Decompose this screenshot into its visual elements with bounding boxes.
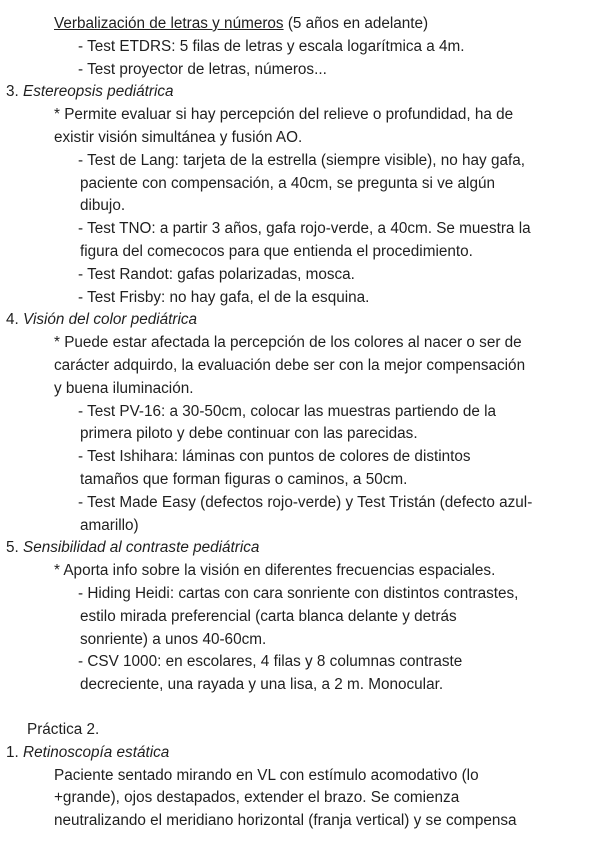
section-number: 3. — [6, 83, 24, 101]
section-number: 4. — [6, 311, 24, 329]
bullet-continuation: tamaños que forman figuras o caminos, a 50cm. — [80, 470, 408, 488]
text-line — [0, 13, 600, 36]
bullet-item: - Test ETDRS: 5 filas de letras y escala logarítmica a 4m. — [78, 37, 465, 55]
note-line: * Puede estar afectada la percepción de los colores al nacer o ser de — [54, 334, 522, 352]
bullet-item: - Hiding Heidi: cartas con cara sonriente con distintos contrastes, — [78, 584, 519, 602]
section-title: Estereopsis pediátrica — [23, 83, 174, 101]
text-span: (5 años en adelante) — [283, 15, 429, 32]
bullet-continuation: dibujo. — [80, 197, 126, 215]
section-number: 5. — [6, 539, 24, 557]
practice-heading: Práctica 2. — [27, 720, 100, 738]
paragraph-line: +grande), ojos destapados, extender el brazo. Se comienza — [54, 789, 460, 807]
spacer — [0, 697, 600, 719]
bullet-item: - Test de Lang: tarjeta de la estrella (siempre visible), no hay gafa, — [78, 151, 525, 169]
bullet-item: - Test PV-16: a 30-50cm, colocar las muestras partiendo de la — [78, 402, 497, 420]
bullet-item: - Test Ishihara: láminas con puntos de colores de distintos — [78, 448, 471, 466]
bullet-continuation: figura del comecocos para que entienda el procedimiento. — [80, 242, 473, 260]
bullet-continuation: paciente con compensación, a 40cm, se pregunta si ve algún — [80, 174, 495, 192]
note-line: * Permite evaluar si hay percepción del relieve o profundidad, ha de — [54, 106, 514, 124]
bullet-item: - Test Made Easy (defectos rojo-verde) y Test Tristán (defecto azul- — [78, 493, 533, 511]
document-page — [0, 13, 600, 833]
note-line: y buena iluminación. — [54, 379, 194, 397]
section-number: 1. — [6, 743, 24, 761]
underlined-subheading: Verbalización de letras y números — [54, 15, 284, 32]
section-title: Sensibilidad al contraste pediátrica — [23, 539, 260, 557]
bullet-continuation: estilo mirada preferencial (carta blanca delante y detrás — [80, 607, 457, 625]
paragraph-line: Paciente sentado mirando en VL con estímulo acomodativo (lo — [54, 766, 479, 784]
section-heading — [0, 537, 600, 560]
section-heading — [0, 742, 600, 765]
bullet-continuation: primera piloto y debe continuar con las parecidas. — [80, 425, 418, 443]
section-title: Retinoscopía estática — [23, 743, 170, 761]
note-line: carácter adquirdo, la evaluación debe ser con la mejor compensación — [54, 356, 526, 374]
bullet-continuation: sonriente) a unos 40-60cm. — [80, 630, 267, 648]
paragraph-line: neutralizando el meridiano horizontal (franja vertical) y se compensa — [54, 812, 517, 830]
bullet-item: - Test Frisby: no hay gafa, el de la esquina. — [78, 288, 370, 306]
bullet-item: - Test proyector de letras, números... — [78, 60, 327, 78]
bullet-continuation: amarillo) — [80, 516, 139, 534]
note-line: existir visión simultánea y fusión AO. — [54, 128, 303, 146]
bullet-continuation: decreciente, una rayada y una lisa, a 2 m. Monocular. — [80, 676, 444, 694]
section-heading — [0, 309, 600, 332]
bullet-item: - CSV 1000: en escolares, 4 filas y 8 columnas contraste — [78, 653, 463, 671]
note-line: * Aporta info sobre la visión en diferentes frecuencias espaciales. — [54, 562, 496, 580]
bullet-item: - Test TNO: a partir 3 años, gafa rojo-verde, a 40cm. Se muestra la — [78, 220, 531, 238]
bullet-item: - Test Randot: gafas polarizadas, mosca. — [78, 265, 355, 283]
section-heading — [0, 81, 600, 104]
section-title: Visión del color pediátrica — [23, 311, 198, 329]
